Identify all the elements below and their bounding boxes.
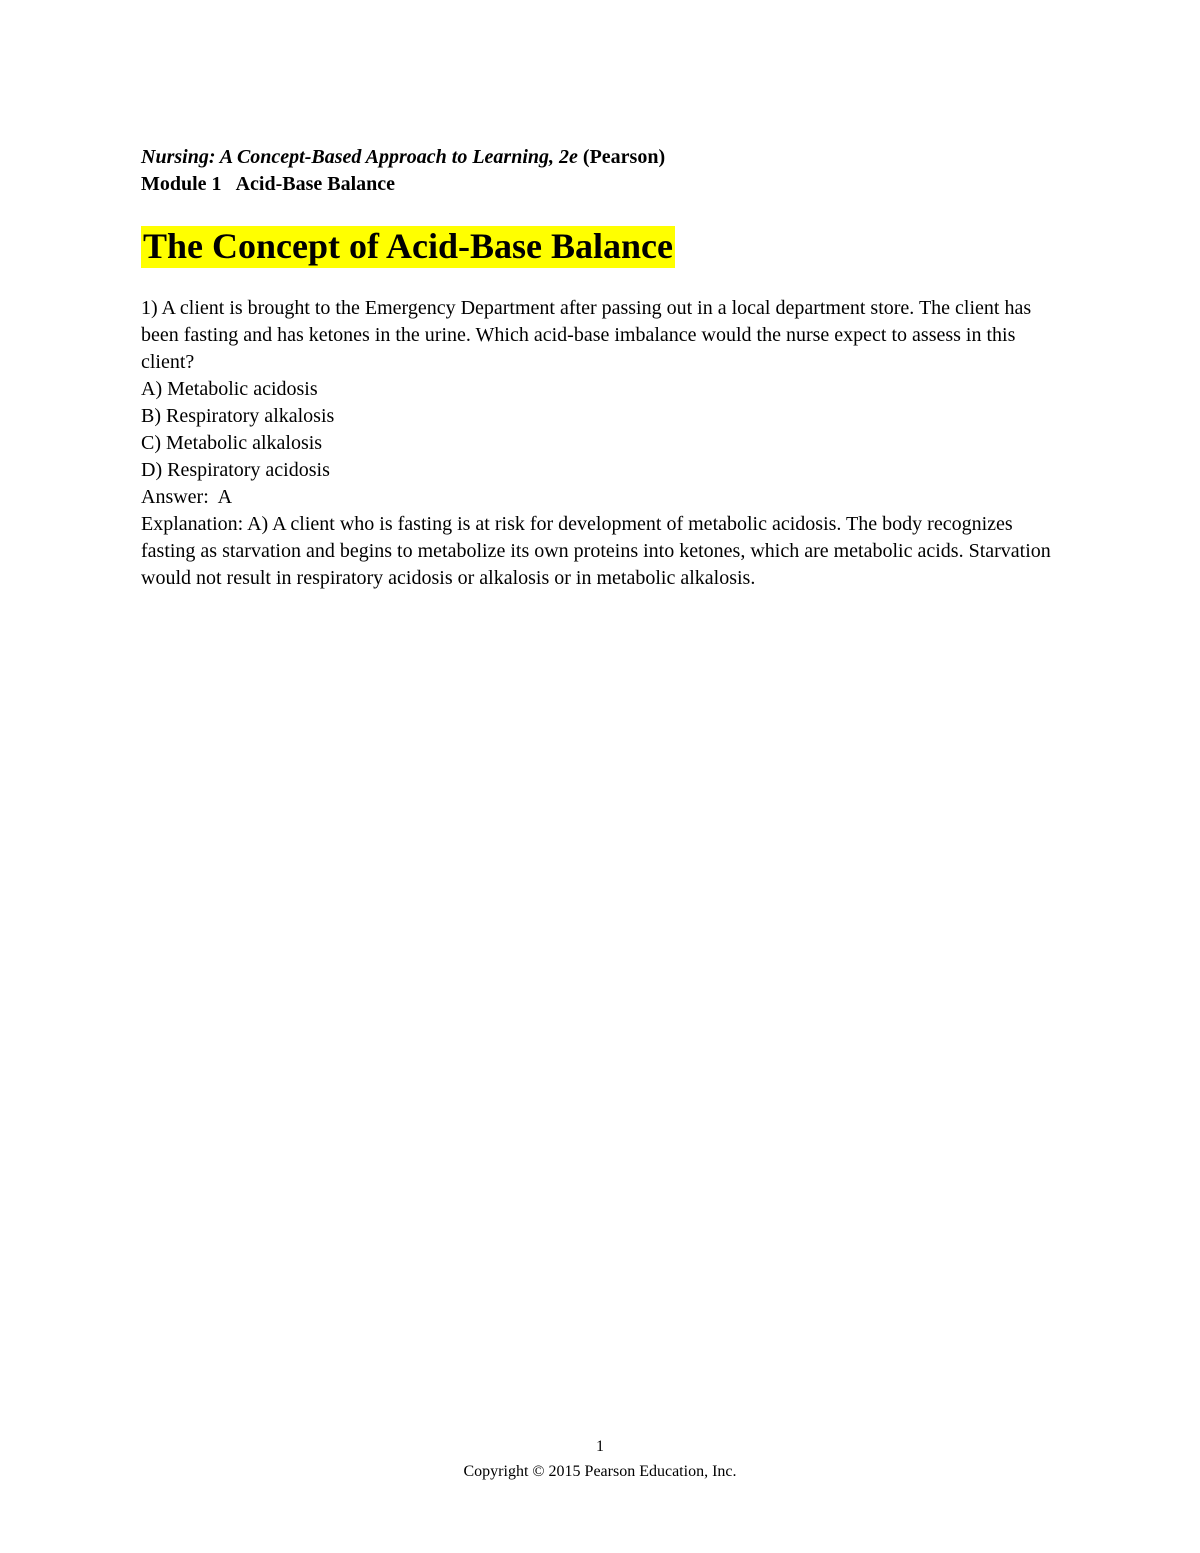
question-block (141, 295, 1061, 592)
page-title (141, 221, 675, 271)
module-heading (141, 171, 395, 197)
book-citation (141, 144, 665, 170)
highlighted-title: The Concept of Acid-Base Balance (143, 226, 673, 266)
question-stem: 1) A client is brought to the Emergency Department after passing out in a local department store. The client has been fasting and has ketones in the urine. Which acid-base imbalance would the nurse expect to assess in this client? (141, 297, 1032, 373)
option-a: A) Metabolic acidosis (141, 378, 318, 400)
publisher: (Pearson) (582, 146, 666, 168)
book-title: Nursing: A Concept-Based Approach to Learning, 2e (141, 146, 578, 168)
page-number: 1 (596, 1438, 604, 1455)
answer: Answer: A (141, 486, 233, 508)
explanation: Explanation: A) A client who is fasting is at risk for development of metabolic acidosis. The body recognizes fasting as starvation and begins to metabolize its own proteins into ketones, which are metabolic acids. Starvation would not result in respiratory acidosis or alkalosis or in metabolic alkalosis. (141, 513, 1051, 589)
module-name: Acid-Base Balance (235, 173, 395, 195)
option-b: B) Respiratory alkalosis (141, 405, 335, 427)
option-d: D) Respiratory acidosis (141, 459, 330, 481)
option-c: C) Metabolic alkalosis (141, 432, 323, 454)
copyright-notice: Copyright © 2015 Pearson Education, Inc. (463, 1463, 737, 1480)
module-label: Module 1 (141, 173, 222, 195)
